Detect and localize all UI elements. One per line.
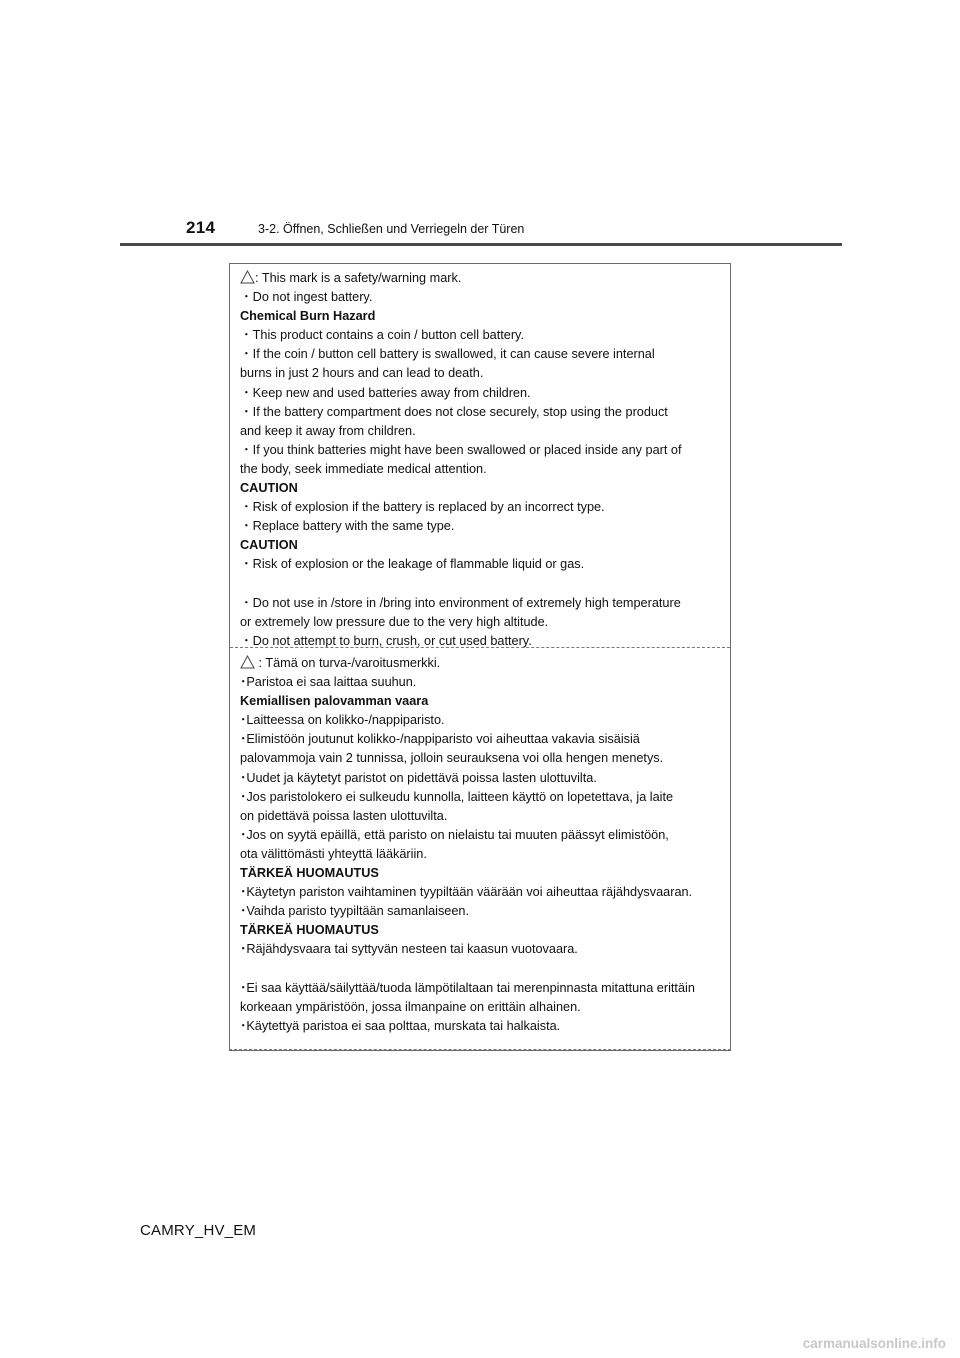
blank-line [240, 575, 724, 594]
battery-warning-box [229, 263, 731, 1051]
page-number: 214 [186, 218, 216, 237]
warning-text-line: ・If the battery compartment does not close securely, stop using the product [240, 404, 668, 419]
warning-text-line: ・If you think batteries might have been swallowed or placed inside any part of [240, 442, 682, 457]
warning-text-line: ・Do not ingest battery. [240, 290, 373, 305]
warning-text-line: ・Replace battery with the same type. [240, 519, 455, 534]
warning-text-line: ・Do not attempt to burn, crush, or cut used battery. [240, 633, 532, 648]
language-divider [230, 647, 730, 648]
header-divider [120, 243, 842, 246]
warning-triangle-icon [240, 655, 255, 669]
english-warning-section [240, 269, 724, 651]
warning-text-line: burns in just 2 hours and can lead to death. [240, 366, 484, 381]
warning-text-line: ･Jos on syytä epäillä, että paristo on nielaistu tai muuten päässyt elimistöön, [240, 827, 669, 842]
section-title: 3-2. Öffnen, Schließen und Verriegeln der Türen [258, 222, 525, 236]
warning-text-line: ・This product contains a coin / button cell battery. [240, 328, 524, 343]
warning-text-line: palovammoja vain 2 tunnissa, jolloin seurauksena voi olla hengen menetys. [240, 751, 664, 766]
warning-text-line: and keep it away from children. [240, 423, 416, 438]
finnish-warning-section [240, 654, 724, 1036]
warning-heading: CAUTION [240, 481, 298, 496]
warning-heading: CAUTION [240, 538, 298, 553]
warning-heading: Kemiallisen palovamman vaara [240, 694, 429, 709]
blank-line [240, 960, 724, 979]
finnish-warning-mark-line [240, 654, 724, 673]
warning-text-line: ･Elimistöön joutunut kolikko-/nappiparisto voi aiheuttaa vakavia sisäisiä [240, 732, 640, 747]
warning-text-line: korkeaan ympäristöön, jossa ilmanpaine on erittäin alhainen. [240, 999, 581, 1014]
warning-text-line: ･Uudet ja käytetyt paristot on pidettävä poissa lasten ulottuvilta. [240, 770, 597, 785]
warning-heading: TÄRKEÄ HUOMAUTUS [240, 923, 379, 938]
finnish-warning-lines [240, 673, 724, 1036]
warning-text-line: ･Käytetyn pariston vaihtaminen tyypiltään väärään voi aiheuttaa räjähdysvaaran. [240, 885, 693, 900]
warning-text-line: ･Vaihda paristo tyypiltään samanlaiseen. [240, 904, 469, 919]
warning-text-line: ・If the coin / button cell battery is swallowed, it can cause severe internal [240, 347, 655, 362]
warning-text-line: on pidettävä poissa lasten ulottuvilta. [240, 808, 448, 823]
warning-text-line: or extremely low pressure due to the very high altitude. [240, 614, 549, 629]
warning-text-line: ･Laitteessa on kolikko-/nappiparisto. [240, 713, 445, 728]
warning-heading: TÄRKEÄ HUOMAUTUS [240, 866, 379, 881]
warning-text-line: ･Jos paristolokero ei sulkeudu kunnolla, laitteen käyttö on lopetettava, ja laite [240, 789, 674, 804]
watermark: carmanualsonline.info [802, 1336, 946, 1351]
warning-heading: Chemical Burn Hazard [240, 309, 376, 324]
english-warning-mark-line [240, 269, 724, 288]
warning-text-line: ・Risk of explosion if the battery is replaced by an incorrect type. [240, 500, 605, 515]
finnish-warning-mark-text: : Tämä on turva-/varoitusmerkki. [255, 656, 441, 670]
english-warning-mark-text: : This mark is a safety/warning mark. [255, 271, 462, 285]
warning-text-line: the body, seek immediate medical attention. [240, 461, 487, 476]
box-bottom-border [229, 1049, 731, 1050]
warning-triangle-icon [240, 270, 255, 284]
warning-text-line: ･Ei saa käyttää/säilyttää/tuoda lämpötilaltaan tai merenpinnasta mitattuna erittäin [240, 980, 695, 995]
warning-text-line: ota välittömästi yhteyttä lääkäriin. [240, 846, 427, 861]
warning-text-line: ・Risk of explosion or the leakage of flammable liquid or gas. [240, 557, 585, 572]
model-code: CAMRY_HV_EM [140, 1222, 257, 1239]
warning-text-line: ･Räjähdysvaara tai syttyvän nesteen tai kaasun vuotovaara. [240, 942, 578, 957]
warning-text-line: ･Paristoa ei saa laittaa suuhun. [240, 675, 417, 690]
warning-text-line: ･Käytettyä paristoa ei saa polttaa, murskata tai halkaista. [240, 1018, 561, 1033]
warning-text-line: ・Do not use in /store in /bring into environment of extremely high temperature [240, 595, 681, 610]
english-warning-lines [240, 288, 724, 651]
warning-text-line: ・Keep new and used batteries away from children. [240, 385, 531, 400]
